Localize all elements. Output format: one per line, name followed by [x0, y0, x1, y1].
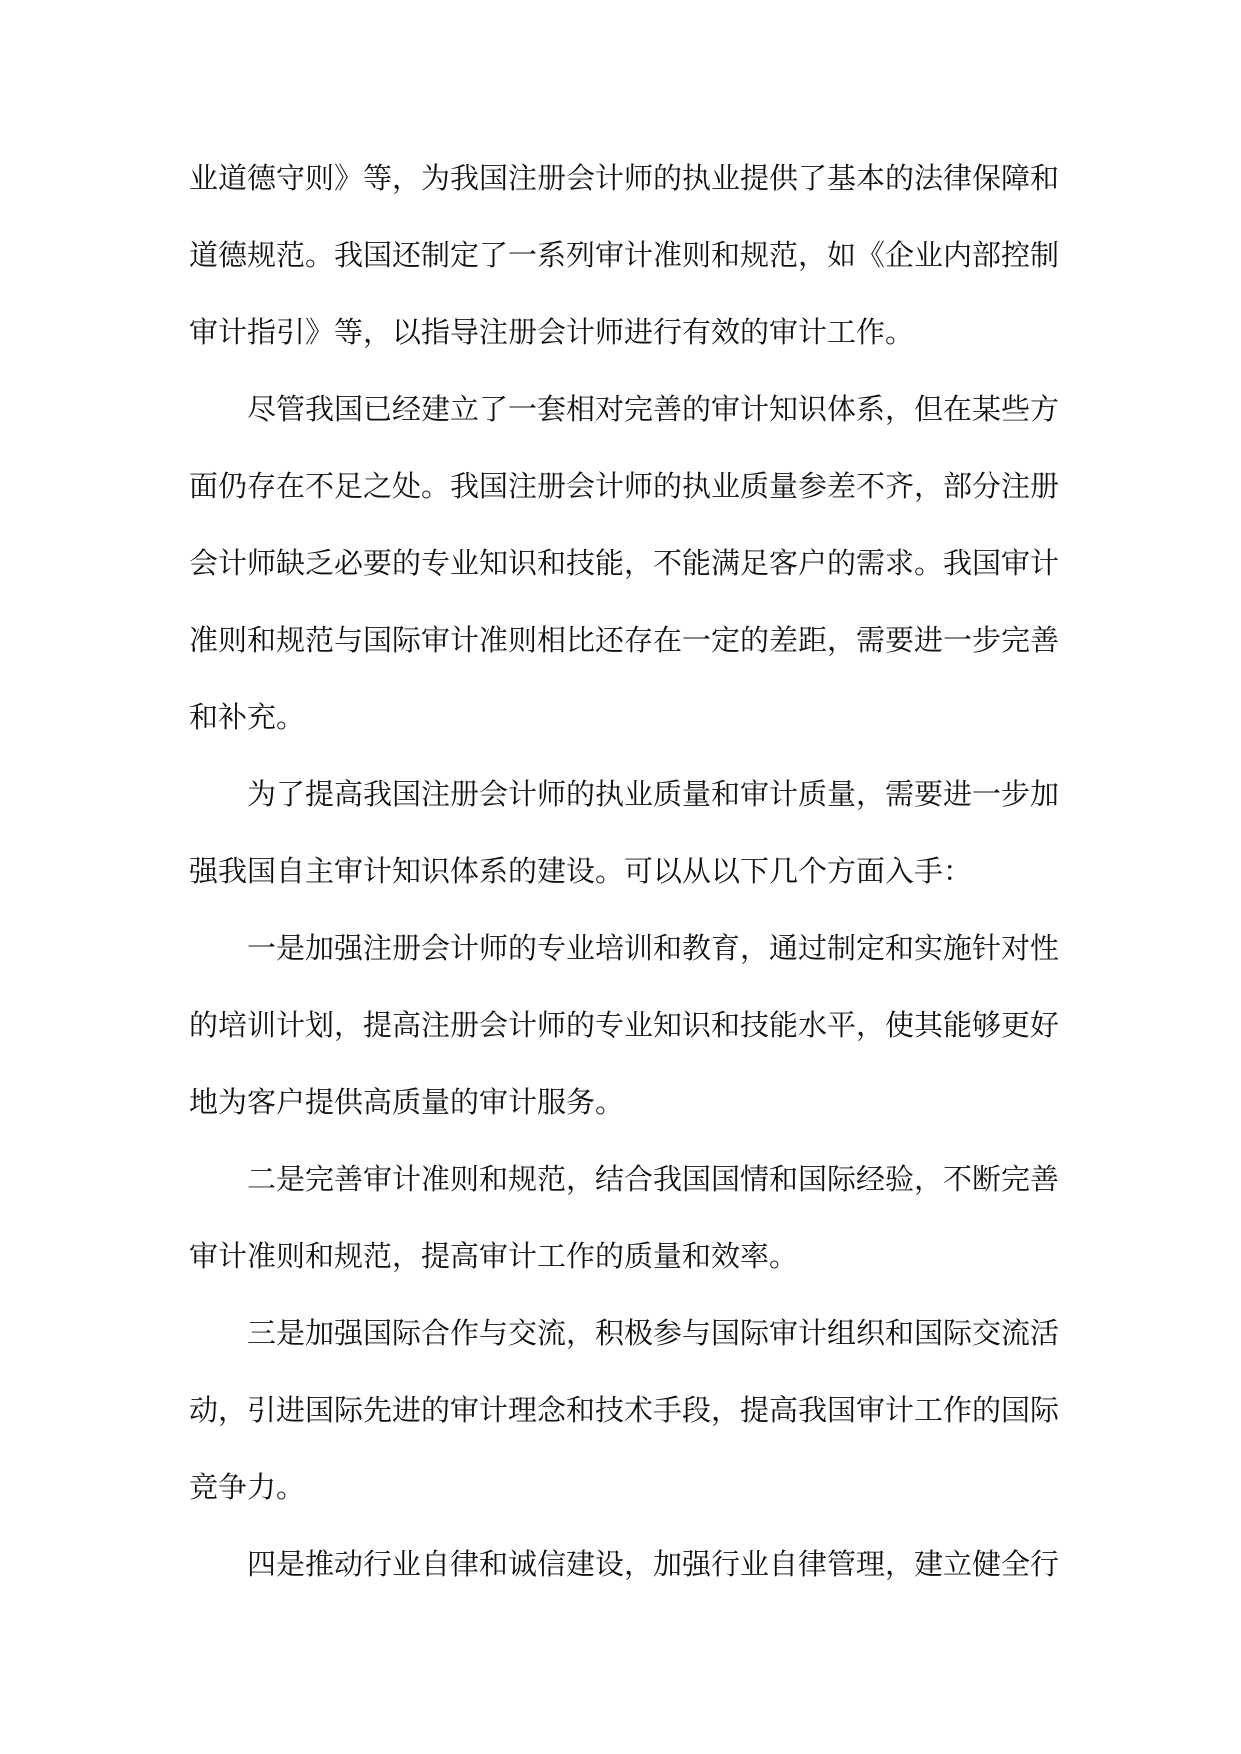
- text-line: 强我国自主审计知识体系的建设。可以从以下几个方面入手：: [189, 854, 973, 888]
- text-line: 面仍存在不足之处。我国注册会计师的执业质量参差不齐，部分注册: [189, 469, 1060, 503]
- text-line: 动，引进国际先进的审计理念和技术手段，提高我国审计工作的国际: [189, 1393, 1060, 1427]
- text-line: 准则和规范与国际审计准则相比还存在一定的差距，需要进一步完善: [189, 623, 1060, 657]
- text-line: 会计师缺乏必要的专业知识和技能，不能满足客户的需求。我国审计: [189, 546, 1060, 580]
- paragraph-first-line: 一是加强注册会计师的专业培训和教育，通过制定和实施针对性: [247, 931, 1060, 965]
- body-text: [189, 140, 1060, 1603]
- text-line: 业道德守则》等，为我国注册会计师的执业提供了基本的法律保障和: [189, 161, 1060, 195]
- paragraph-first-line: 尽管我国已经建立了一套相对完善的审计知识体系，但在某些方: [247, 392, 1060, 426]
- text-line: 竞争力。: [189, 1470, 306, 1504]
- paragraph-first-line: 四是推动行业自律和诚信建设，加强行业自律管理，建立健全行: [247, 1547, 1060, 1581]
- text-line: 地为客户提供高质量的审计服务。: [189, 1085, 625, 1119]
- paragraph-first-line: 二是完善审计准则和规范，结合我国国情和国际经验，不断完善: [247, 1162, 1060, 1196]
- text-line: 和补充。: [189, 700, 306, 734]
- paragraph-first-line: 为了提高我国注册会计师的执业质量和审计质量，需要进一步加: [247, 777, 1060, 811]
- text-line: 审计指引》等，以指导注册会计师进行有效的审计工作。: [189, 315, 915, 349]
- paragraph-first-line: 三是加强国际合作与交流，积极参与国际审计组织和国际交流活: [247, 1316, 1060, 1350]
- text-line: 审计准则和规范，提高审计工作的质量和效率。: [189, 1239, 799, 1273]
- text-line: 的培训计划，提高注册会计师的专业知识和技能水平，使其能够更好: [189, 1008, 1060, 1042]
- text-line: 道德规范。我国还制定了一系列审计准则和规范，如《企业内部控制: [189, 238, 1060, 272]
